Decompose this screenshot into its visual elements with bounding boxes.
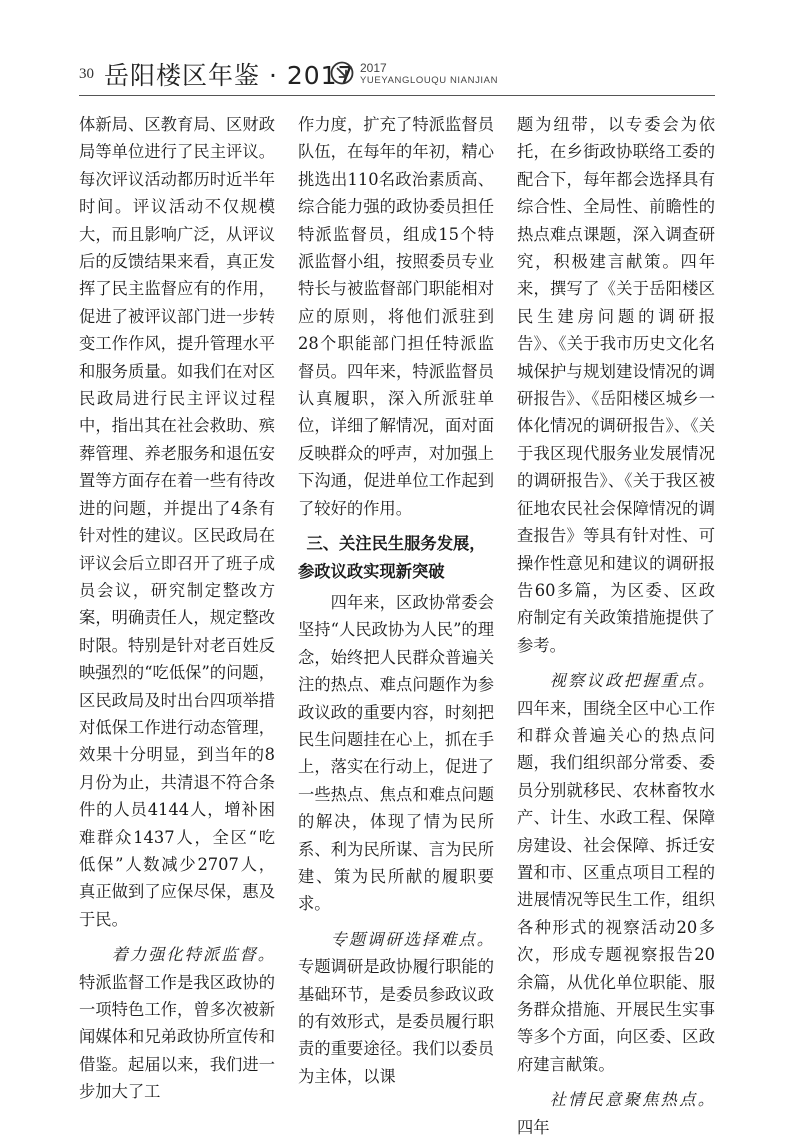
paragraph-keyword: 视察议政把握重点。 [549,671,715,691]
header-pinyin: YUEYANGLOUQU NIANJIAN [360,75,499,86]
paragraph-text: 特派监督工作是我区政协的一项特色工作，曾多次被新闻媒体和兄弟政协所宣传和借鉴。起届以来，我们进一步加大了工 [79,972,275,1102]
paragraph [517,667,715,1078]
paragraph: 四年来，区政协常委会坚持“人民政协为人民”的理念，始终把人民群众普遍关注的热点、难点问题作为参政议政的重要内容，时刻把民生问题挂在心上，抓在手上，落实在行动上，促进了一些热点、焦点和难点问题的解决，体现了情为民所系、利为民所谋、言为民所建、策为民所献的履职要求。 [298,592,494,914]
header-rule [79,95,715,96]
paragraph [517,1086,715,1141]
column-middle [298,111,494,1090]
column-left [79,111,275,1106]
section-heading-line1: 三、关注民生服务发展， [306,534,486,554]
paragraph-text: 四年来，围绕全区中心工作和群众普遍关心的热点问题，我们组织部分常委、委员分别就移民、农林畜牧水产、计生、水政工程、保障房建设、社会保障、拆迁安置和市、区重点项目工程的进展情况等民生工作，组织各种形式的视察活动20多次，形成专题视察报告20余篇，从优化单位职能、服务群众措施、开展民生实事等多个方面，向区委、区政府建言献策。 [517,698,715,1074]
arrow-circle-icon [330,61,354,85]
paragraph [79,941,275,1105]
section-heading-line2: 参政议政实现新突破 [298,561,445,581]
page-header [0,0,793,100]
paragraph-keyword: 着力强化特派监督。 [111,945,275,965]
column-right [517,111,715,1141]
paragraph: 作力度，扩充了特派监督员队伍，在每年的年初，精心挑选出110名政治素质高、综合能力强的政协委员担任特派监督员，组成15个特派监督小组，按照委员专业特长与被监督部门职能相对应的原则，将他们派驻到28个职能部门担任特派监督员。四年来，特派监督员认真履职，深入所派驻单位，详细了解情况，面对面反映群众的呼声，对加强上下沟通，促进单位工作起到了较好的作用。 [298,115,494,518]
paragraph-keyword: 专题调研选择难点。 [330,929,494,949]
page-number: 30 [79,66,94,82]
paragraph-text: 专题调研是政协履行职能的基础环节，是委员参政议政的有效形式，是委员履行职责的重要途径。我们以委员为主体，以课 [298,957,494,1086]
paragraph [298,926,494,1090]
paragraph: 题为纽带，以专委会为依托，在乡街政协联络工委的配合下，每年都会选择具有综合性、全局性、前瞻性的热点难点课题，深入调查研究，积极建言献策。四年来，撰写了《关于岳阳楼区民生建房问题的调研报告》、《关于我市历史文化名城保护与规划建设情况的调研报告》、《岳阳楼区城乡一体化情况的调研报告》、《关于我区现代服务业发展情况的调研报告》、《关于我区被征地农民社会保障情况的调查报告》等具有针对性、可操作性意见和建议的调研报告60多篇，为区委、区政府制定有关政策措施提供了参考。 [517,115,715,655]
paragraph: 体新局、区教育局、区财政局等单位进行了民主评议。每次评议活动都历时近半年时间。评议活动不仅规模大，而且影响广泛，从评议后的反馈结果来看，真正发挥了民主监督应有的作用，促进了被评议部门进一步转变工作作风，提升管理水平和服务质量。如我们在对区民政局进行民主评议过程中，指出其在社会救助、殡葬管理、养老服务和退伍安置等方面存在着一些有待改进的问题，并提出了4条有针对性的建议。区民政局在评议会后立即召开了班子成员会议，研究制定整改方案，明确责任人，规定整改时限。特别是针对老百姓反映强烈的“吃低保”的问题，区民政局及时出台四项举措对低保工作进行动态管理，效果十分明显，到当年的8月份为止，共清退不符合条件的人员4144人，增补困难群众1437人，全区“吃低保”人数减少2707人，真正做到了应保尽保，惠及于民。 [79,115,275,929]
paragraph-keyword: 社情民意聚焦热点。 [549,1090,715,1110]
header-year: 2017 [360,61,387,75]
book-title: 岳阳楼区年鉴 · 2017 [104,61,355,90]
paragraph-text: 四年 [517,1117,550,1137]
